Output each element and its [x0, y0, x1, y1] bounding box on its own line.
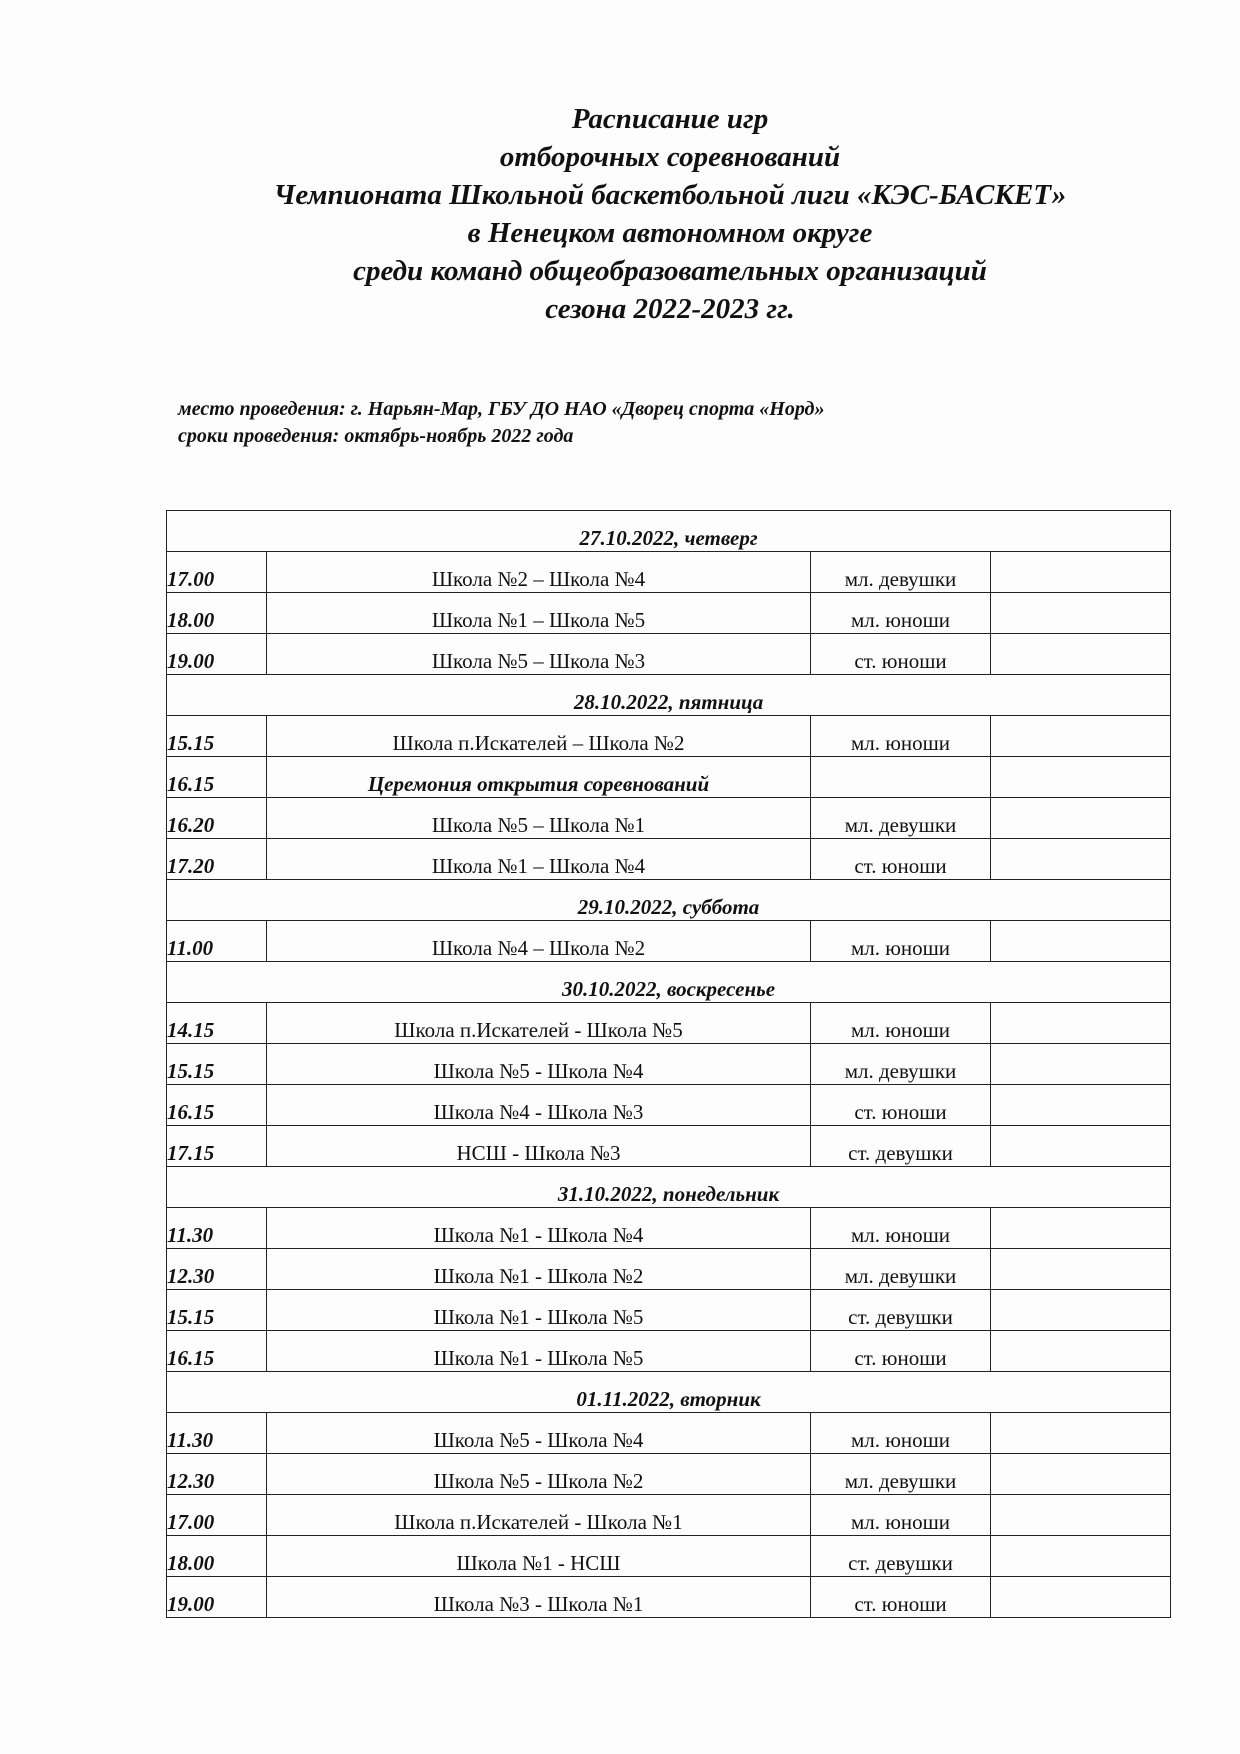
game-row	[167, 634, 1171, 675]
game-time: 17.00	[167, 552, 267, 593]
game-time: 18.00	[167, 593, 267, 634]
game-time: 17.20	[167, 839, 267, 880]
empty-cell	[991, 1413, 1171, 1454]
date-row	[167, 1372, 1171, 1413]
event-meta	[178, 396, 1078, 450]
game-category: мл. девушки	[811, 552, 991, 593]
date-heading: 29.10.2022, суббота	[167, 880, 1171, 921]
game-match: Школа №4 – Школа №2	[267, 921, 811, 962]
game-match: Школа №5 - Школа №2	[267, 1454, 811, 1495]
game-row	[167, 1290, 1171, 1331]
empty-cell	[991, 1454, 1171, 1495]
game-category: мл. юноши	[811, 716, 991, 757]
game-row	[167, 1413, 1171, 1454]
game-row	[167, 1495, 1171, 1536]
game-category: ст. юноши	[811, 1331, 991, 1372]
game-category: мл. девушки	[811, 1044, 991, 1085]
empty-cell	[991, 1044, 1171, 1085]
empty-cell	[991, 1536, 1171, 1577]
title-line-6: сезона 2022-2023 гг.	[545, 293, 795, 325]
schedule-table	[166, 510, 1171, 1618]
game-row	[167, 1331, 1171, 1372]
empty-cell	[991, 1495, 1171, 1536]
game-match: Школа №5 – Школа №3	[267, 634, 811, 675]
game-time: 12.30	[167, 1454, 267, 1495]
game-row	[167, 716, 1171, 757]
empty-cell	[991, 552, 1171, 593]
game-time: 11.30	[167, 1413, 267, 1454]
game-time: 16.20	[167, 798, 267, 839]
title-line-5: среди команд общеобразовательных организаций	[353, 255, 987, 287]
game-row	[167, 1208, 1171, 1249]
game-row	[167, 1536, 1171, 1577]
game-category: мл. юноши	[811, 1413, 991, 1454]
game-match: Школа №1 - НСШ	[267, 1536, 811, 1577]
date-row	[167, 962, 1171, 1003]
game-category: ст. девушки	[811, 1126, 991, 1167]
game-time: 15.15	[167, 1290, 267, 1331]
game-row	[167, 1085, 1171, 1126]
empty-cell	[991, 1577, 1171, 1618]
empty-cell	[991, 1003, 1171, 1044]
game-category: ст. девушки	[811, 1290, 991, 1331]
game-match: Школа №2 – Школа №4	[267, 552, 811, 593]
game-row	[167, 1249, 1171, 1290]
game-category: мл. юноши	[811, 1003, 991, 1044]
game-category: мл. девушки	[811, 798, 991, 839]
game-row	[167, 552, 1171, 593]
empty-cell	[991, 1208, 1171, 1249]
date-heading: 30.10.2022, воскресенье	[167, 962, 1171, 1003]
venue-line: место проведения: г. Нарьян-Мар, ГБУ ДО НАО «Дворец спорта «Норд»	[178, 398, 825, 420]
game-time: 14.15	[167, 1003, 267, 1044]
game-match: Школа №5 - Школа №4	[267, 1044, 811, 1085]
game-row	[167, 1454, 1171, 1495]
empty-cell	[991, 593, 1171, 634]
date-heading: 28.10.2022, пятница	[167, 675, 1171, 716]
empty-cell	[991, 1249, 1171, 1290]
title-line-3: Чемпионата Школьной баскетбольной лиги «КЭС-БАСКЕТ»	[273, 179, 1067, 211]
game-category: мл. юноши	[811, 921, 991, 962]
game-category: ст. юноши	[811, 1085, 991, 1126]
schedule-body	[167, 511, 1171, 1618]
date-row	[167, 675, 1171, 716]
game-category: ст. юноши	[811, 1577, 991, 1618]
game-time: 15.15	[167, 1044, 267, 1085]
game-category: мл. юноши	[811, 1495, 991, 1536]
game-category: ст. юноши	[811, 839, 991, 880]
empty-cell	[991, 839, 1171, 880]
game-time: 17.00	[167, 1495, 267, 1536]
game-time: 16.15	[167, 757, 267, 798]
game-match: Школа №1 - Школа №4	[267, 1208, 811, 1249]
date-row	[167, 1167, 1171, 1208]
game-match: Школа п.Искателей - Школа №5	[267, 1003, 811, 1044]
game-row	[167, 921, 1171, 962]
game-row	[167, 1003, 1171, 1044]
date-heading: 31.10.2022, понедельник	[167, 1167, 1171, 1208]
game-category	[811, 757, 991, 798]
empty-cell	[991, 1085, 1171, 1126]
game-match: Школа №5 - Школа №4	[267, 1413, 811, 1454]
game-time: 18.00	[167, 1536, 267, 1577]
game-category: ст. девушки	[811, 1536, 991, 1577]
date-heading: 27.10.2022, четверг	[167, 511, 1171, 552]
game-category: мл. девушки	[811, 1454, 991, 1495]
empty-cell	[991, 1126, 1171, 1167]
empty-cell	[991, 798, 1171, 839]
date-heading: 01.11.2022, вторник	[167, 1372, 1171, 1413]
game-match: Школа п.Искателей - Школа №1	[267, 1495, 811, 1536]
game-time: 15.15	[167, 716, 267, 757]
game-category: ст. юноши	[811, 634, 991, 675]
game-row	[167, 593, 1171, 634]
title-line-4: в Ненецком автономном округе	[467, 217, 873, 249]
game-category: мл. девушки	[811, 1249, 991, 1290]
empty-cell	[991, 757, 1171, 798]
empty-cell	[991, 1331, 1171, 1372]
game-row	[167, 839, 1171, 880]
game-match: НСШ - Школа №3	[267, 1126, 811, 1167]
date-row	[167, 880, 1171, 921]
game-time: 11.00	[167, 921, 267, 962]
game-time: 19.00	[167, 1577, 267, 1618]
game-match: Школа №1 – Школа №5	[267, 593, 811, 634]
game-match: Школа №3 - Школа №1	[267, 1577, 811, 1618]
empty-cell	[991, 921, 1171, 962]
date-row	[167, 511, 1171, 552]
game-time: 19.00	[167, 634, 267, 675]
game-time: 12.30	[167, 1249, 267, 1290]
game-row	[167, 1126, 1171, 1167]
game-time: 11.30	[167, 1208, 267, 1249]
game-match: Школа п.Искателей – Школа №2	[267, 716, 811, 757]
dates-line: сроки проведения: октябрь-ноябрь 2022 года	[178, 425, 574, 447]
game-row	[167, 798, 1171, 839]
game-row	[167, 757, 1171, 798]
empty-cell	[991, 1290, 1171, 1331]
empty-cell	[991, 634, 1171, 675]
game-match: Школа №1 - Школа №2	[267, 1249, 811, 1290]
title-line-2: отборочных соревнований	[499, 141, 841, 173]
game-time: 16.15	[167, 1331, 267, 1372]
game-match: Школа №5 – Школа №1	[267, 798, 811, 839]
game-match: Школа №1 – Школа №4	[267, 839, 811, 880]
title-line-1: Расписание игр	[571, 103, 769, 135]
ceremony-event: Церемония открытия соревнований	[267, 757, 811, 798]
game-category: мл. юноши	[811, 593, 991, 634]
game-row	[167, 1577, 1171, 1618]
game-category: мл. юноши	[811, 1208, 991, 1249]
game-row	[167, 1044, 1171, 1085]
game-time: 16.15	[167, 1085, 267, 1126]
game-match: Школа №4 - Школа №3	[267, 1085, 811, 1126]
game-match: Школа №1 - Школа №5	[267, 1331, 811, 1372]
game-time: 17.15	[167, 1126, 267, 1167]
title-block	[120, 100, 1220, 328]
game-match: Школа №1 - Школа №5	[267, 1290, 811, 1331]
empty-cell	[991, 716, 1171, 757]
